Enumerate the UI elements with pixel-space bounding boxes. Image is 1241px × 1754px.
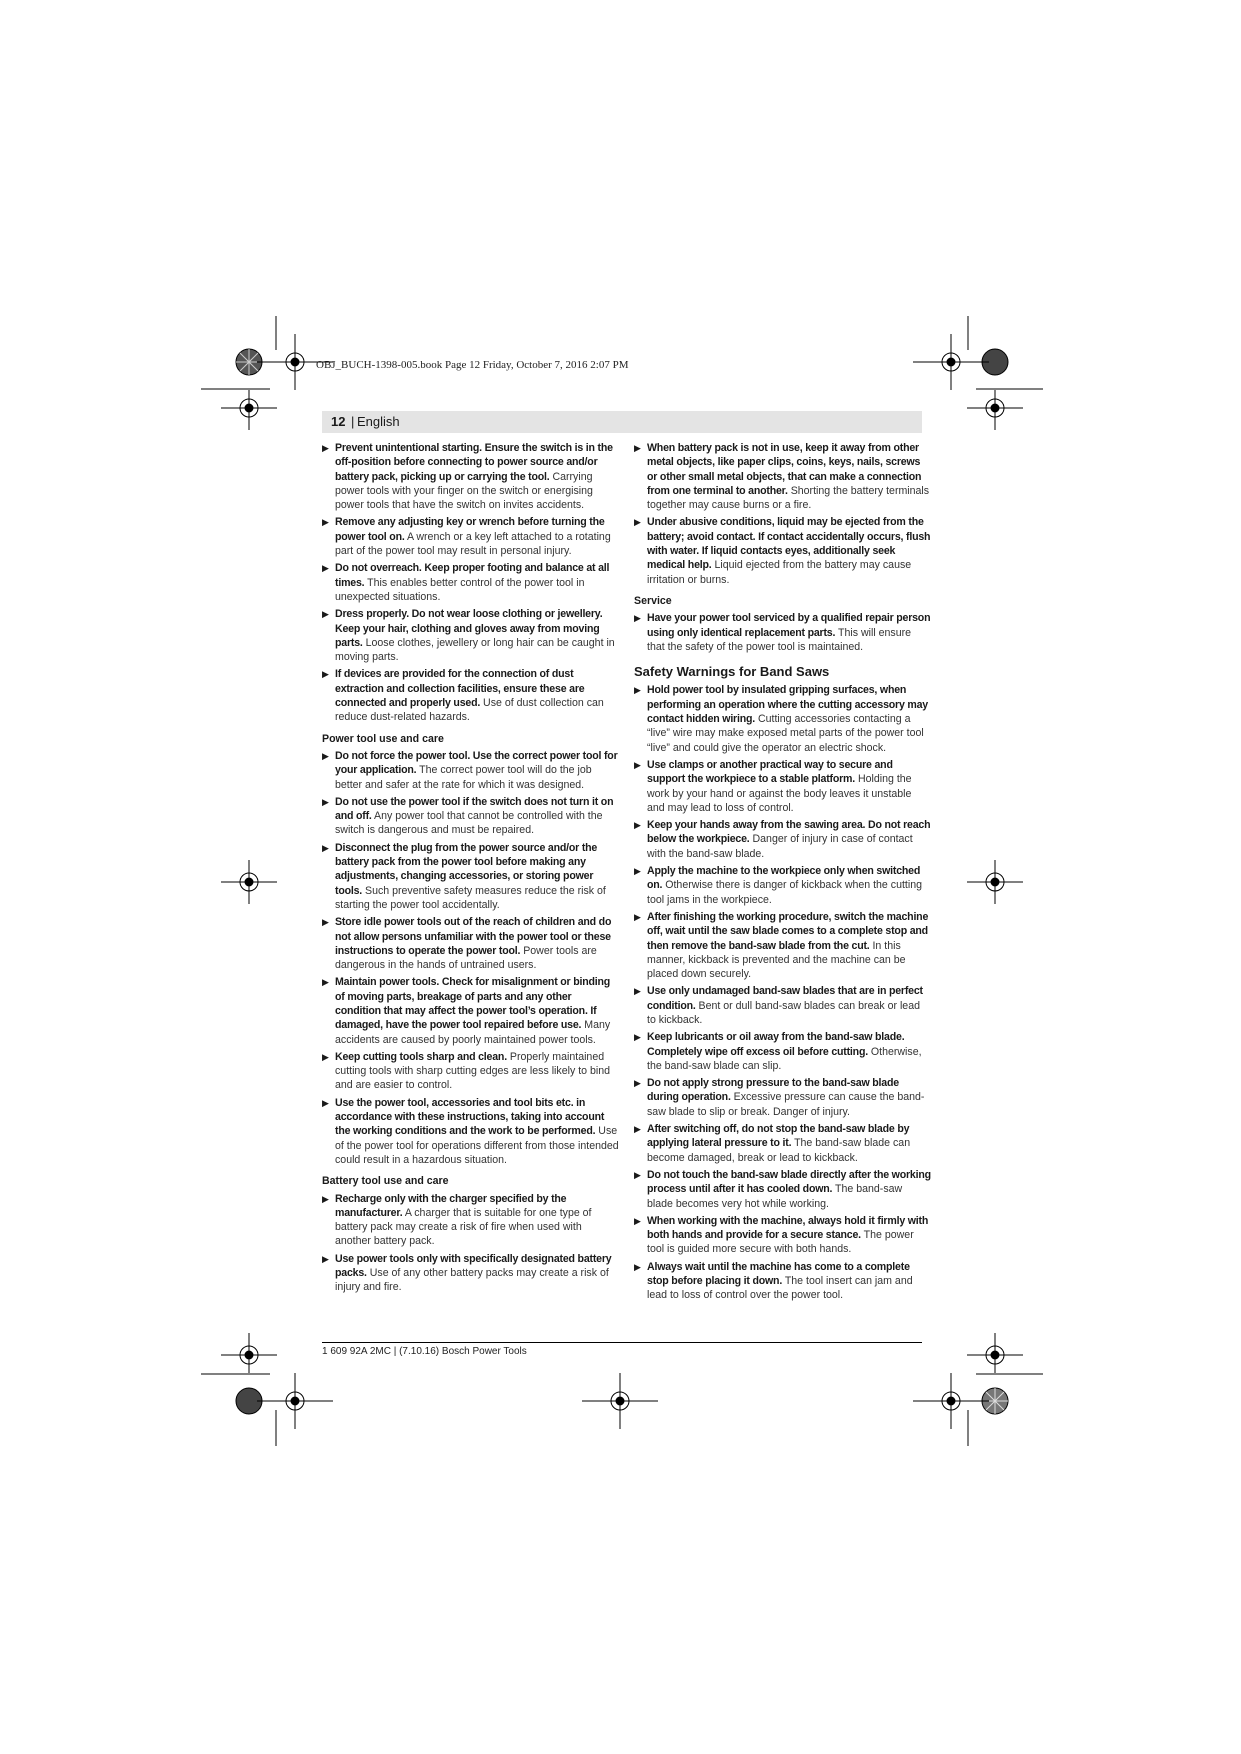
book-slug: OBJ_BUCH-1398-005.book Page 12 Friday, October 7, 2016 2:07 PM xyxy=(316,359,629,371)
warning-bold-text: Keep cutting tools sharp and clean. xyxy=(335,1050,507,1063)
warning-explanation-text: Many accidents are caused by poorly maintained power tools. xyxy=(335,1019,611,1046)
left-column xyxy=(322,441,619,1298)
safety-warning-item xyxy=(634,910,931,981)
triangle-bullet-icon: ▶ xyxy=(634,1261,641,1272)
warning-explanation-text: Otherwise there is danger of kickback when the cutting tool jams in the workpiece. xyxy=(647,879,922,906)
registration-mark-icon xyxy=(913,334,989,390)
triangle-bullet-icon: ▶ xyxy=(634,866,641,877)
triangle-bullet-icon: ▶ xyxy=(322,750,329,761)
warning-bold-text: Do not apply strong pressure to the band-saw blade during operation. xyxy=(647,1077,899,1104)
warning-bold-text: Always wait until the machine has come to a complete stop before placing it down. xyxy=(647,1260,910,1288)
warning-explanation-text: Cutting accessories contacting a “live” wire may make exposed metal parts of the power tool “live” and could give the operator an electric shock. xyxy=(647,713,924,754)
warning-bold-text: Use only undamaged band-saw blades that are in perfect condition. xyxy=(647,985,923,1012)
warning-explanation-text: In this manner, kickback is prevented and the machine can be placed down securely. xyxy=(647,939,906,981)
registration-mark-icon xyxy=(967,1333,1023,1373)
warning-explanation-text: The correct power tool will do the job better and safer at the rate for which it was designed. xyxy=(335,764,592,791)
safety-warning-item xyxy=(634,758,931,815)
warning-explanation-text: The band-saw blade can become damaged, break or lead to kickback. xyxy=(647,1137,911,1164)
warning-bold-text: Under abusive conditions, liquid may be ejected from the battery; avoid contact. If contact accidentally occurs, flush with water. If liquid contacts eyes, additionally seek medical help. xyxy=(647,516,931,572)
page-footer: 1 609 92A 2MC | (7.10.16) Bosch Power Tools xyxy=(322,1346,527,1357)
heading-band-saw-safety: Safety Warnings for Band Saws xyxy=(634,664,830,680)
safety-warning-item xyxy=(634,441,931,512)
warning-explanation-text: Liquid ejected from the battery may cause irritation or burns. xyxy=(647,559,912,586)
triangle-bullet-icon: ▶ xyxy=(322,1193,329,1204)
safety-warning-item xyxy=(322,1096,619,1167)
warning-bold-text: If devices are provided for the connection of dust extraction and collection facilities, ensure these are connected and properly used. xyxy=(335,668,585,710)
triangle-bullet-icon: ▶ xyxy=(634,1032,641,1043)
triangle-bullet-icon: ▶ xyxy=(634,820,641,831)
warning-explanation-text: Such preventive safety measures reduce the risk of starting the power tool accidentally. xyxy=(335,884,606,911)
safety-warning-item xyxy=(634,1030,931,1073)
safety-warning-item xyxy=(634,818,931,861)
registration-mark-icon xyxy=(221,860,277,904)
registration-mark-icon xyxy=(967,390,1023,430)
triangle-bullet-icon: ▶ xyxy=(322,609,329,620)
registration-mark-icon xyxy=(221,1333,277,1373)
warning-bold-text: Dress properly. Do not wear loose clothing or jewellery. Keep your hair, clothing and gloves away from moving parts. xyxy=(335,608,603,649)
warning-explanation-text: Shorting the battery terminals together may cause burns or a fire. xyxy=(647,484,930,512)
registration-mark-icon xyxy=(257,1373,333,1429)
triangle-bullet-icon: ▶ xyxy=(634,685,641,696)
warning-bold-text: When working with the machine, always hold it firmly with both hands and provide for a secure stance. xyxy=(647,1214,929,1242)
triangle-bullet-icon: ▶ xyxy=(634,517,641,528)
warning-explanation-text: Bent or dull band-saw blades can break or lead to kickback. xyxy=(647,999,920,1026)
warning-bold-text: Prevent unintentional starting. Ensure the switch is in the off-position before connecting to power source and/or battery pack, picking up or carrying the tool. xyxy=(335,442,613,483)
registration-mark-icon xyxy=(221,390,277,430)
safety-warning-item xyxy=(322,795,619,838)
left-items-use xyxy=(322,749,619,1167)
triangle-bullet-icon: ▶ xyxy=(634,1124,641,1135)
warning-bold-text: Use the power tool, accessories and tool bits etc. in accordance with these instructions, taking into account the working conditions and the work to be performed. xyxy=(335,1096,605,1138)
warning-bold-text: Remove any adjusting key or wrench before turning the power tool on. xyxy=(335,516,605,543)
warning-bold-text: Disconnect the plug from the power source and/or the battery pack from the power tool before making any adjustments, changing accessories, or storing power tools. xyxy=(335,841,598,897)
registration-mark-icon xyxy=(582,1373,658,1429)
warning-bold-text: Use power tools only with specifically designated battery packs. xyxy=(335,1252,612,1280)
warning-bold-text: Hold power tool by insulated gripping surfaces, when performing an operation where the cutting accessory may contact hidden wiring. xyxy=(647,684,928,726)
warning-explanation-text: Otherwise, the band-saw blade can slip. xyxy=(647,1045,922,1072)
warning-bold-text: Apply the machine to the workpiece only when switched on. xyxy=(647,865,921,892)
warning-explanation-text: The tool insert can jam and lead to loss of control over the power tool. xyxy=(647,1275,913,1302)
page-language: English xyxy=(357,414,400,429)
warning-bold-text: Do not use the power tool if the switch does not turn it on and off. xyxy=(335,795,614,823)
warning-explanation-text: A wrench or a key left attached to a rotating part of the power tool may result in personal injury. xyxy=(335,530,611,558)
triangle-bullet-icon: ▶ xyxy=(634,911,641,922)
safety-warning-item xyxy=(634,864,931,907)
warning-bold-text: Keep your hands away from the sawing area. Do not reach below the workpiece. xyxy=(647,819,931,846)
page-header xyxy=(322,411,922,433)
warning-explanation-text: This will ensure that the safety of the power tool is maintained. xyxy=(647,626,912,653)
warning-bold-text: Do not touch the band-saw blade directly after the working process until after it has cooled down. xyxy=(647,1168,931,1196)
safety-warning-item xyxy=(322,667,619,724)
warning-explanation-text: Carrying power tools with your finger on the switch or energising power tools that have the switch on invites accidents. xyxy=(335,470,593,512)
warning-explanation-text: Holding the work by your hand or against the body leaves it unstable and may lead to loss of control. xyxy=(647,773,912,814)
right-items-battery xyxy=(634,441,931,587)
triangle-bullet-icon: ▶ xyxy=(322,842,329,853)
triangle-bullet-icon: ▶ xyxy=(322,1253,329,1264)
warning-explanation-text: Excessive pressure can cause the band-saw blade to slip or break. Danger of injury. xyxy=(647,1091,925,1118)
warning-bold-text: After switching off, do not stop the band-saw blade by applying lateral pressure to it. xyxy=(647,1123,910,1150)
safety-warning-item xyxy=(634,611,931,654)
warning-bold-text: After finishing the working procedure, switch the machine off, wait until the saw blade comes to a complete stop and then remove the band-saw blade from the cut. xyxy=(647,910,929,952)
warning-explanation-text: The band-saw blade becomes very hot while working. xyxy=(647,1183,903,1210)
warning-bold-text: Recharge only with the charger specified by the manufacturer. xyxy=(335,1192,567,1219)
triangle-bullet-icon: ▶ xyxy=(322,796,329,807)
warning-bold-text: Do not force the power tool. Use the correct power tool for your application. xyxy=(335,749,618,777)
safety-warning-item xyxy=(322,1252,619,1295)
safety-warning-item xyxy=(322,841,619,912)
safety-warning-item xyxy=(322,975,619,1046)
safety-warning-item xyxy=(322,1192,619,1249)
safety-warning-item xyxy=(634,1076,931,1119)
warning-explanation-text: The power tool is guided more secure with both hands. xyxy=(647,1229,914,1256)
triangle-bullet-icon: ▶ xyxy=(634,759,641,770)
warning-explanation-text: Power tools are dangerous in the hands of untrained users. xyxy=(335,944,597,972)
warning-bold-text: Maintain power tools. Check for misalignment or binding of moving parts, breakage of parts and any other condition that may affect the power tool’s operation. If damaged, have the power tool repaired before use. xyxy=(335,976,611,1032)
left-items-top xyxy=(322,441,619,725)
warning-bold-text: When battery pack is not in use, keep it away from other metal objects, like paper clips, coins, keys, nails, screws or other small metal objects, that can make a connection from one terminal to another. xyxy=(647,442,922,497)
heading-service: Service xyxy=(634,594,672,607)
warning-explanation-text: Loose clothes, jewellery or long hair can be caught in moving parts. xyxy=(335,636,615,664)
safety-warning-item xyxy=(634,1168,931,1211)
right-column xyxy=(634,441,931,1306)
warning-bold-text: Store idle power tools out of the reach of children and do not allow persons unfamiliar with the power tool or these instructions to operate the power tool. xyxy=(335,916,612,957)
triangle-bullet-icon: ▶ xyxy=(322,517,329,528)
safety-warning-item xyxy=(634,1260,931,1303)
footer-rule xyxy=(322,1342,922,1343)
safety-warning-item xyxy=(322,1050,619,1093)
warning-bold-text: Use clamps or another practical way to secure and support the workpiece to a stable platform. xyxy=(647,758,893,786)
warning-explanation-text: Danger of injury in case of contact with the band-saw blade. xyxy=(647,833,913,860)
warning-explanation-text: Use of dust collection can reduce dust-related hazards. xyxy=(335,697,604,724)
safety-warning-item xyxy=(634,1122,931,1165)
safety-warning-item xyxy=(634,984,931,1027)
heading-power-tool-use: Power tool use and care xyxy=(322,732,444,745)
triangle-bullet-icon: ▶ xyxy=(322,669,329,680)
triangle-bullet-icon: ▶ xyxy=(634,986,641,997)
warning-explanation-text: Use of any other battery packs may create a risk of injury and fire. xyxy=(335,1267,609,1294)
safety-warning-item xyxy=(322,441,619,512)
warning-bold-text: Do not overreach. Keep proper footing and balance at all times. xyxy=(335,562,610,589)
safety-warning-item xyxy=(322,607,619,664)
warning-explanation-text: Properly maintained cutting tools with sharp cutting edges are less likely to bind and are easier to control. xyxy=(335,1050,610,1092)
left-items-battery xyxy=(322,1192,619,1295)
triangle-bullet-icon: ▶ xyxy=(322,563,329,574)
triangle-bullet-icon: ▶ xyxy=(322,977,329,988)
registration-mark-icon xyxy=(967,860,1023,904)
safety-warning-item xyxy=(322,749,619,792)
right-items-service xyxy=(634,611,931,654)
triangle-bullet-icon: ▶ xyxy=(634,1078,641,1089)
safety-warning-item xyxy=(634,515,931,586)
warning-bold-text: Have your power tool serviced by a qualified repair person using only identical replacement parts. xyxy=(647,612,931,639)
safety-warning-item xyxy=(634,1214,931,1257)
triangle-bullet-icon: ▶ xyxy=(634,1169,641,1180)
triangle-bullet-icon: ▶ xyxy=(634,443,641,453)
page-number: 12 xyxy=(331,414,346,429)
warning-explanation-text: A charger that is suitable for one type of battery pack may create a risk of fire when used with another battery pack. xyxy=(335,1206,592,1248)
warning-explanation-text: This enables better control of the power tool in unexpected situations. xyxy=(335,576,585,603)
triangle-bullet-icon: ▶ xyxy=(634,1215,641,1226)
safety-warning-item xyxy=(634,683,931,754)
triangle-bullet-icon: ▶ xyxy=(322,1051,329,1062)
triangle-bullet-icon: ▶ xyxy=(322,443,329,453)
triangle-bullet-icon: ▶ xyxy=(322,917,329,928)
warning-bold-text: Keep lubricants or oil away from the band-saw blade. Completely wipe off excess oil before cutting. xyxy=(647,1031,905,1058)
triangle-bullet-icon: ▶ xyxy=(322,1097,329,1108)
warning-explanation-text: Use of the power tool for operations different from those intended could result in a hazardous situation. xyxy=(335,1125,619,1166)
registration-mark-icon xyxy=(913,1373,989,1429)
safety-warning-item xyxy=(322,915,619,972)
heading-battery-tool-use: Battery tool use and care xyxy=(322,1175,449,1188)
triangle-bullet-icon: ▶ xyxy=(634,613,641,624)
safety-warning-item xyxy=(322,515,619,558)
warning-explanation-text: Any power tool that cannot be controlled with the switch is dangerous and must be repaired. xyxy=(335,810,603,837)
header-separator: | xyxy=(351,414,355,429)
right-items-bandsaw xyxy=(634,683,931,1302)
safety-warning-item xyxy=(322,561,619,604)
